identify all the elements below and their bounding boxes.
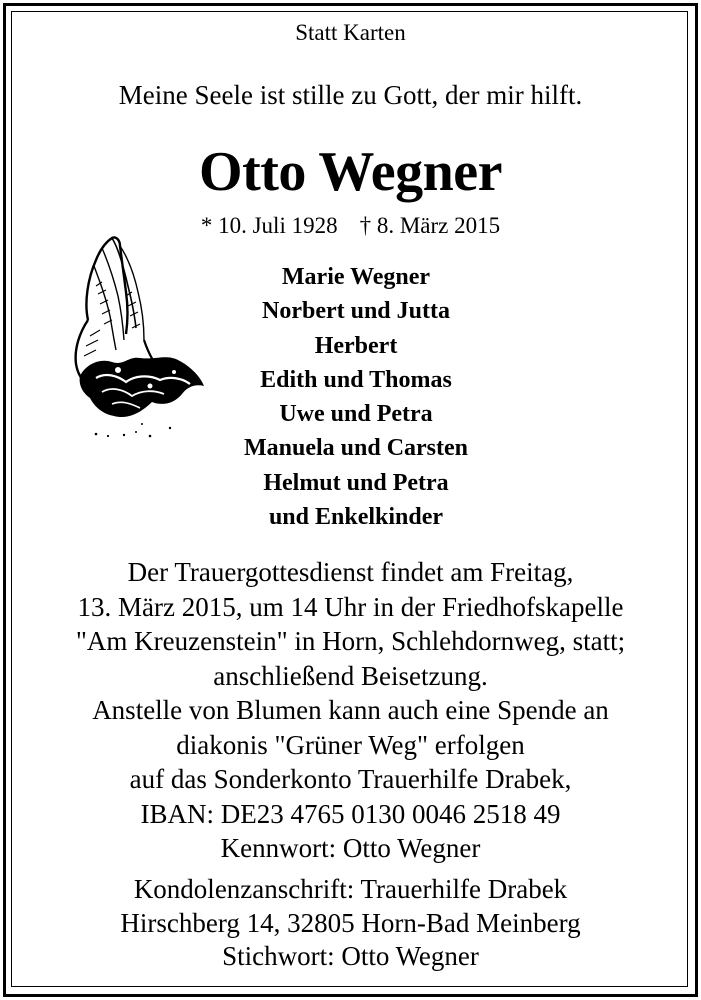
death-date: † 8. März 2015 <box>359 213 501 238</box>
birth-date: * 10. Juli 1928 <box>200 213 338 238</box>
service-line: "Am Kreuzenstein" in Horn, Schlehdornweg, statt; <box>75 626 626 656</box>
service-line: diakonis "Grüner Weg" erfolgen <box>176 729 525 760</box>
service-line: IBAN: DE23 4765 0130 0046 2518 49 <box>140 798 561 829</box>
condolence-line: Hirschberg 14, 32805 Horn-Bad Meinberg <box>120 907 581 938</box>
mourner-line: Manuela und Carsten <box>243 435 469 462</box>
header-statt-karten: Statt Karten <box>295 20 406 45</box>
service-information <box>0 555 701 866</box>
service-line: Anstelle von Blumen kann auch eine Spende an <box>92 695 609 725</box>
service-line: anschließend Beisetzung. <box>213 660 488 691</box>
mourner-line: Uwe und Petra <box>279 401 433 428</box>
mourners-list <box>156 260 556 534</box>
condolence-line: Kondolenzanschrift: Trauerhilfe Drabek <box>133 874 568 904</box>
service-line: 13. März 2015, um 14 Uhr in der Friedhofskapelle <box>77 591 624 622</box>
mourner-line: Marie Wegner <box>281 264 431 290</box>
condolence-line: Stichwort: Otto Wegner <box>222 941 479 971</box>
mourner-line: Norbert und Jutta <box>261 298 450 325</box>
mourner-line: Herbert <box>314 332 398 359</box>
deceased-name: Otto Wegner <box>199 141 502 203</box>
mourner-line: und Enkelkinder <box>268 504 444 531</box>
condolence-address <box>0 873 701 974</box>
service-line: auf das Sonderkonto Trauerhilfe Drabek, <box>129 764 572 794</box>
life-dates <box>0 214 701 237</box>
mourner-line: Helmut und Petra <box>263 469 449 496</box>
service-line: Der Trauergottesdienst findet am Freitag, <box>127 557 574 587</box>
mourner-line: Edith und Thomas <box>260 366 452 393</box>
bible-verse: Meine Seele ist stille zu Gott, der mir hilft. <box>118 80 583 110</box>
service-line: Kennwort: Otto Wegner <box>220 833 481 863</box>
